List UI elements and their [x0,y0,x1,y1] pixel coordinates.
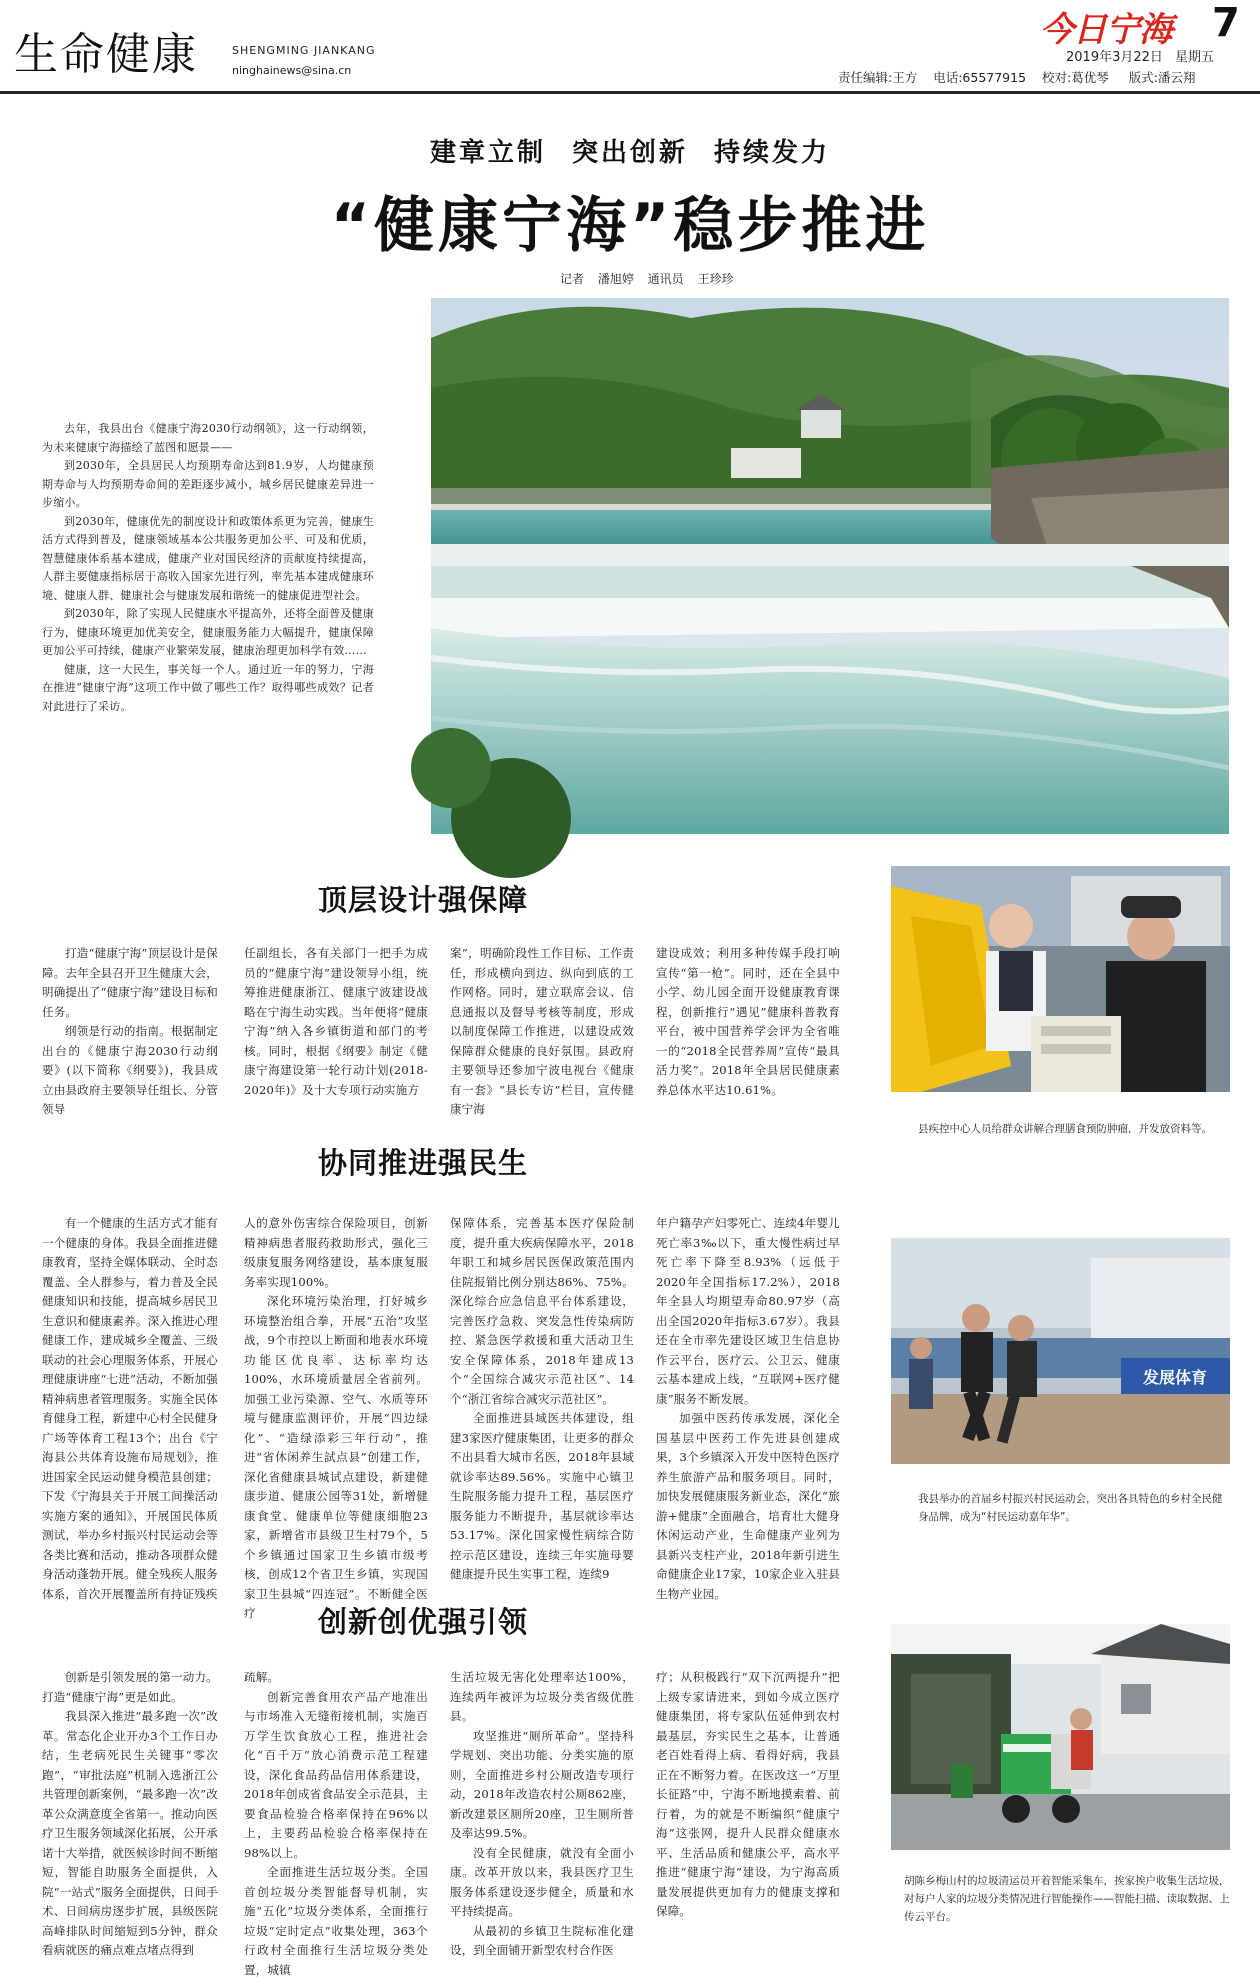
lead-paragraph: 去年，我县出台《健康宁海2030行动纲领》，这一行动纲领，为未来健康宁海描绘了蓝图和愿景—— [42,422,374,454]
byline: 记者 潘旭婷 通讯员 王珍珍 [560,272,734,286]
landscape-illustration [431,298,1229,834]
photo-village-sports [891,1238,1230,1464]
section-pinyin: SHENGMING JIANKANG [232,44,376,57]
paper-logo: 今日宁海 [1040,10,1172,50]
date-text: 2019年3月22日 [1066,50,1163,65]
photo-garbage-collection [891,1624,1230,1850]
layout-editor: 版式:潘云翔 [1128,70,1196,85]
paragraph: 建设成效；利用多种传媒手段打响宣传“第一枪”。同时，还在全县中小学、幼儿园全面开设健康教育课程，创新推行“遇见”健康科普教育平台，被中国营养学会评为全省唯一的“2018全民营养周”宣传“最具活力奖”。2018年全县居民健康素养总体水平达10.61%。 [656,946,840,1097]
paragraph: 疏解。 [244,1670,280,1684]
section-title-top-design: 顶层设计强保障 [318,883,529,917]
section3-column [450,1668,634,1966]
health-education-illustration [891,866,1230,1092]
section2-column [450,1214,634,1581]
section-title-innovation: 创新创优强引领 [318,1605,529,1639]
header-rule [0,91,1260,94]
staff-line [838,68,1195,86]
section3-column [42,1668,218,1966]
paragraph: 生活垃圾无害化处理率达100%，连续两年被评为垃圾分类省级优胜县。 [450,1670,634,1723]
paragraph: 攻坚推进“厕所革命”。坚持科学规划、突出功能、分类实施的原则，全面推进乡村公厕改造专项行动，2018年改造农村公厕862座，新改建景区厕所20座，卫生厕所普及率达99.5%。 [450,1728,634,1840]
proofreader: 校对:葛优琴 [1042,70,1109,85]
section1-column [450,944,634,1116]
editor: 责任编辑:王方 [838,70,918,85]
phone: 电话:65577915 [933,70,1027,85]
page-number: 7 [1212,0,1240,46]
photo-health-education [891,866,1230,1092]
main-photo-waterfall [431,298,1229,834]
sports-meet-illustration [891,1238,1230,1464]
weekday-text: 星期五 [1175,50,1215,65]
section1-column [42,944,218,1116]
lead-paragraph: 到2030年，除了实现人民健康水平提高外，还将全面普及健康行为，健康环境更加优美安全，健康服务能力大幅提升，健康保障更加公平可持续，健康产业繁荣发展，健康治理更加科学有效…… [42,607,374,657]
paragraph: 我县深入推进“最多跑一次”改革。常态化企业开办3个工作日办结，生老病死民生关键事“零次跑”，“审批法庭”机制入选浙江公共管理创新案例，“最多跑一次”改革公众满意度全省第一。推动向医疗卫生服务领域深化拓展，公开承诺十大举措，就医候诊时间不断缩短，智能自助服务全面提供，入院“一站式”服务全面提供，日间手术、日间病房逐步扩展，县级医院高峰排队时间缩短到5分钟，群众看病就医的痛点难点堵点得到 [42,1709,218,1957]
paragraph: 有一个健康的生活方式才能有一个健康的身体。我县全面推进健康教育，坚持全媒体联动、全时态覆盖、全人群参与，着力普及全民健康知识和技能，提高城乡居民卫生意识和健康素养。深入推进心理健康工作，建成城乡全覆盖、三级联动的社会心理服务体系，开展心理健康讲座“七进”活动，不断加强精神病患者管理服务。实施全民体育健身工程，新建中心村全民健身广场等体育工程13个；出台《宁海县公共体育设施布局规划》，推进国家全民运动健身模范县创建；下发《宁海县关于开展工间操活动实施方案的通知》，开展国民体质测试，举办乡村振兴村民运动会等各类比赛和活动，推动各项群众健身活动蓬勃开展。健全残疾人服务体系，首次开展覆盖所有持证残疾 [42,1216,218,1601]
photo-caption: 县疾控中心人员给群众讲解合理膳食预防肿瘤，并发放资料等。 [918,1123,1212,1135]
paragraph: 加强中医药传承发展，深化全国基层中医药工作先进县创建成果，3个乡镇深入开发中医特色医疗养生旅游产品和服务项目。同时，加快发展健康服务新业态，深化“旅游+健康”全面融合，培育壮大健身休闲运动产业，生命健康产业列为县新兴支柱产业，2018年新引进生命健康企业17家，10家企业入驻县生物产业园。 [656,1411,840,1601]
section-title-livelihood: 协同推进强民生 [318,1146,529,1180]
paragraph: 打造“健康宁海”顶层设计是保障。去年全县召开卫生健康大会，明确提出了“健康宁海”建设目标和任务。 [42,946,218,1019]
lead-paragraph: 到2030年，健康优先的制度设计和政策体系更为完善，健康生活方式得到普及，健康领域基本公共服务更加公平、可及和优质，智慧健康体系基本建成，健康产业对国民经济的贡献度持续提高，人群主要健康指标居于高收入国家先进行列，率先基本建成健康环境、健康人群、健康社会与健康发展和谐统一的健康促进型社会。 [42,514,374,602]
issue-date [1066,46,1214,65]
photo-caption: 我县举办的首届乡村振兴村民运动会，突出各具特色的乡村全民健身品牌，成为“村民运动嘉年华”。 [918,1493,1223,1523]
section2-column [656,1214,840,1601]
paragraph: 没有全民健康，就没有全面小康。改革开放以来，我县医疗卫生服务体系建设逐步健全，质量和水平持续提高。 [450,1845,634,1918]
section2-column [244,1214,428,1620]
paragraph: 人的意外伤害综合保险项目，创新精神病患者服药救助形式，强化三级康复服务网络建设，基本康复服务率实现100%。 [244,1216,428,1289]
paragraph: 纲领是行动的指南。根据制定出台的《健康宁海2030行动纲要》(以下简称《纲要》)，我县成立由县政府主要领导任组长、分管领导 [42,1024,218,1116]
section3-column [244,1668,428,1977]
paragraph: 年户籍孕产妇零死亡、连续4年婴儿死亡率3‰以下，重大慢性病过早死亡率下降至8.93%（远低于2020年全国指标17.2%），2018年全县人均期望寿命80.97岁（高出全国2020年指标3.67岁）。我县还在全市率先建设区域卫生信息协作云平台，医疗云、公卫云、健康云基本建成上线，“互联网+医疗健康”服务不断发展。 [656,1216,840,1406]
paragraph: 任副组长，各有关部门一把手为成员的“健康宁海”建设领导小组，统筹推进健康浙江、健康宁波建设战略在宁海生动实践。当年便将“健康宁海”纳入各乡镇街道和部门的考核。同时，根据《纲要》制定《健康宁海建设第一轮行动计划(2018-2020年)》及十大专项行动实施方 [244,946,428,1097]
paragraph: 创新完善食用农产品产地准出与市场准入无缝衔接机制，实施百万学生饮食放心工程，推进社会化“百千万”放心消费示范工程建设，深化食品药品信用体系建设，2018年创成省食品安全示范县，主要食品检验合格率保持在96%以上，主要药品检验合格率保持在98%以上。 [244,1689,428,1860]
section1-column [244,944,428,1100]
paragraph: 保障体系，完善基本医疗保险制度，提升重大疾病保障水平，2018年职工和城乡居民医保政策范围内住院报销比例分别达86%、75%。深化综合应急信息平台体系建设，完善医疗急救、突发急性传染病防控、紧急医学救援和重大活动卫生安全保障体系，2018年建成13个“全国综合减灾示范社区”、14个“浙江省综合减灾示范社区”。 [450,1216,634,1406]
banner-text: 发展体育 [1142,1368,1208,1387]
lead-paragraph: 健康，这一大民生，事关每一个人。通过近一年的努力，宁海在推进“健康宁海”这项工作中做了哪些工作？取得哪些成效？记者对此进行了采访。 [42,662,374,713]
lead-text [42,420,374,718]
paragraph: 创新是引领发展的第一动力。打造“健康宁海”更是如此。 [42,1670,218,1704]
paragraph: 案”，明确阶段性工作目标、工作责任，形成横向到边、纵向到底的工作网格。同时，建立联席会议、信息通报以及督导考核等制度，形成以制度保障工作推进，以建设成效保障群众健康的良好氛围。县政府主要领导还参加宁波电视台《健康有一套》“县长专访”栏目，宣传健康宁海 [450,946,634,1116]
lead-paragraph: 到2030年，全县居民人均预期寿命达到81.9岁，人均健康预期寿命与人均预期寿命间的差距逐步减小，城乡居民健康差异进一步缩小。 [42,459,374,509]
garbage-truck-illustration [891,1624,1230,1850]
paragraph: 疗；从积极践行“双下沉两提升”把上级专家请进来，到如今成立医疗健康集团，将专家队伍延伸到农村最基层，夯实民生之基本，让普通老百姓看得上病、看得好病，我县正在不断努力着。在医改这一“万里长征路”中，宁海不断地摸索着、前行着，为的就是不断编织“健康宁海”这张网，提升人民群众健康水平、生活品质和健康公平，高水平推进“健康宁海”建设，为宁海高质量发展提供更加有力的健康支撑和保障。 [656,1670,840,1918]
headline-title: “健康宁海”稳步推进 [330,191,930,261]
paragraph: 全面推进生活垃圾分类。全国首创垃圾分类智能督导机制，实施“五化”垃圾分类体系，全面推行垃圾“定时定点”收集处理，363个行政村全面推行生活垃圾分类处置，城镇 [244,1865,428,1977]
headline-subtitle: 建章立制 突出创新 持续发力 [429,138,831,168]
paragraph: 深化环境污染治理，打好城乡环境整治组合拳，开展“五治”攻坚战，9个市控以上断面和地表水环境功能区优良率、达标率均达100%，水环境质量居全省前列。加强工业污染源、空气、水质等环境与健康监测评价，开展“四边绿化”、“造绿添彩三年行动”，推进“省休闲养生試点县”创建工作，深化省健康县城试点建设，新建健康步道、健康公园等31处，新增健康食堂、健康单位等健康细胞23家，新增省市县级卫生村79个，5个乡镇通过国家卫生乡镇市级考核，创成12个省卫生乡镇，实现国家卫生县城“四连冠”。不断健全医疗 [244,1294,428,1620]
paragraph: 全面推进县域医共体建设，组建3家医疗健康集团，让更多的群众不出县看大城市名医，2018年县域就诊率达89.56%。实施中心镇卫生院服务能力提升工程，基层医疗服务能力不断提升，基层就诊率达53.17%。深化国家慢性病综合防控示范区建设，连续三年实施母婴健康提升民生实事工程，连续9 [450,1411,634,1581]
photo-caption: 胡陈乡梅山村的垃圾清运员开着智能采集车，挨家挨户收集生活垃圾，对每户人家的垃圾分类情况进行智能操作——智能扫描、读取数据、上传云平台。 [904,1875,1230,1923]
contact-email: ninghainews@sina.cn [232,64,352,77]
section-name: 生命健康 [14,29,198,80]
section1-column [656,944,840,1100]
section3-column [656,1668,840,1966]
section2-column [42,1214,218,1601]
paragraph: 从最初的乡镇卫生院标准化建设，到全面铺开新型农村合作医 [450,1923,634,1957]
